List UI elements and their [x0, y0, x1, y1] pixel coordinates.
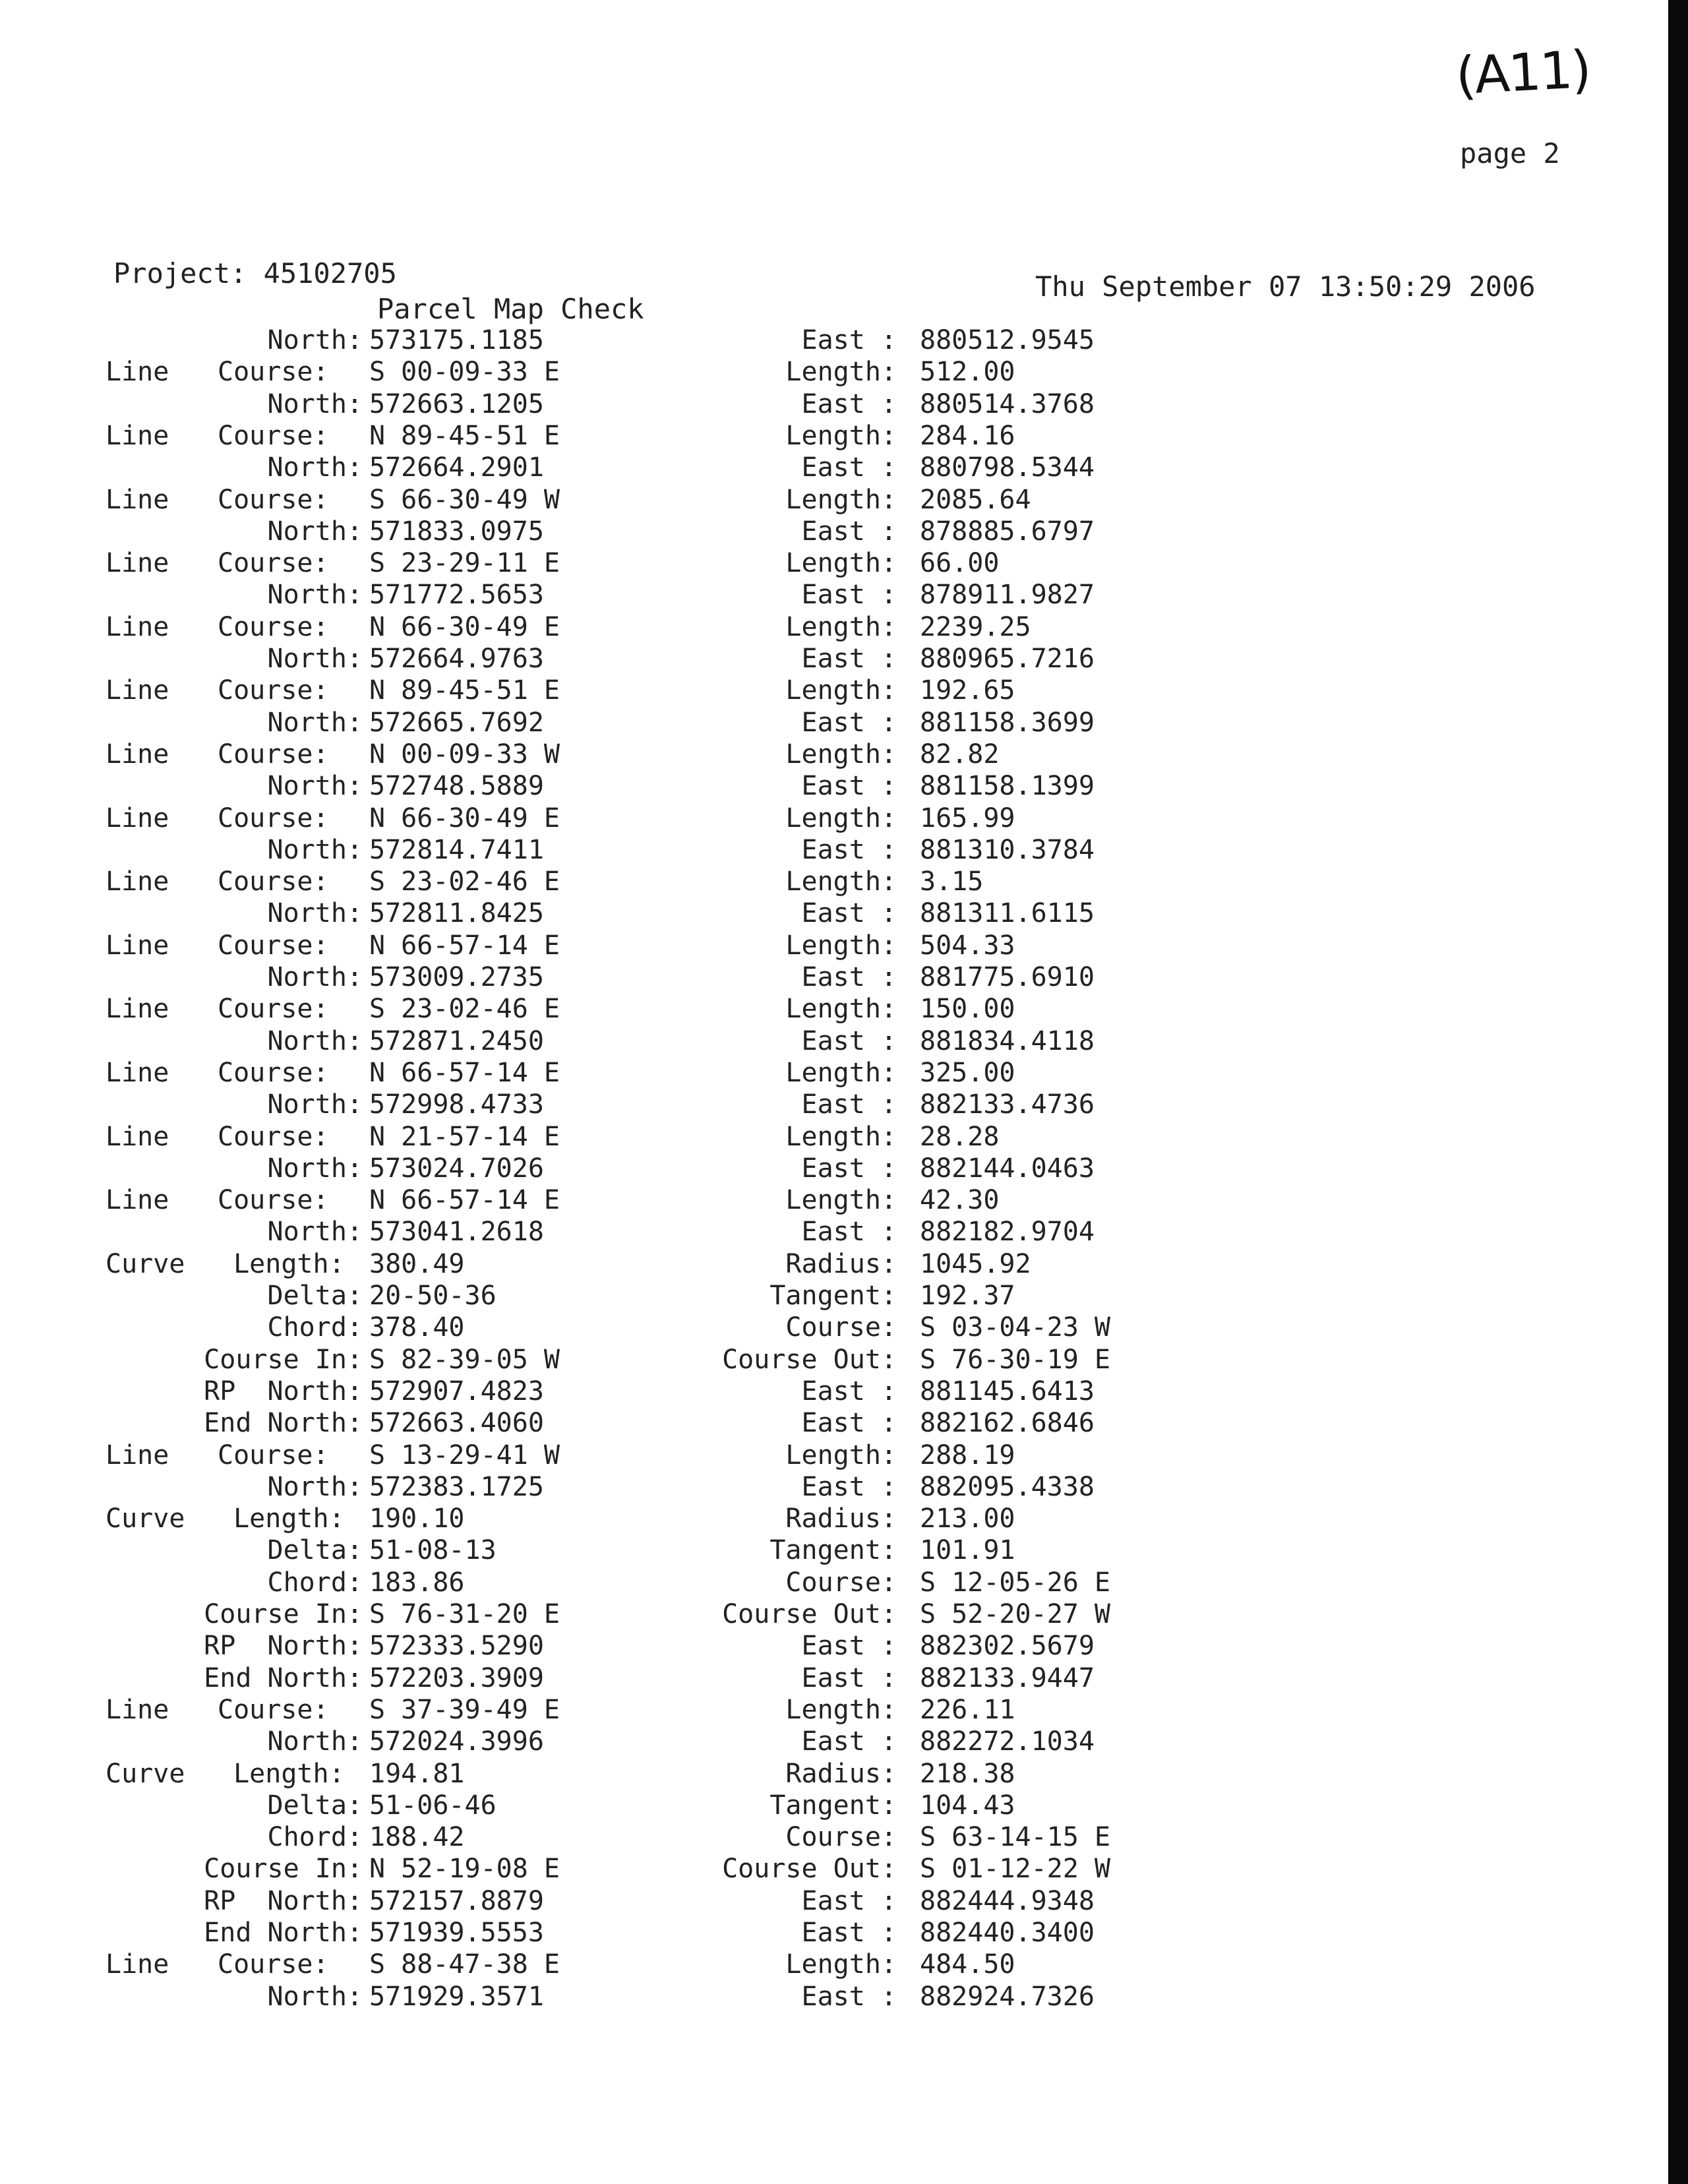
record-row-line — [0, 1440, 1319, 1471]
chord-course-value: S 63-14-15 E — [920, 1822, 1110, 1853]
length-label: Length: — [785, 357, 897, 388]
chord-value: 188.42 — [369, 1822, 465, 1853]
radius-label: Radius: — [785, 1758, 897, 1789]
east-value: 878911.9827 — [920, 580, 1095, 611]
course-value: N 66-57-14 E — [369, 1057, 560, 1088]
report-timestamp: Thu September 07 13:50:29 2006 — [1035, 270, 1536, 303]
course-out-value: S 01-12-22 W — [920, 1854, 1110, 1885]
north-label: North: — [188, 388, 363, 419]
course-out-value: S 76-30-19 E — [920, 1344, 1110, 1375]
chord-course-label: Course: — [785, 1312, 897, 1343]
curve-length-value: 380.49 — [369, 1248, 465, 1279]
record-row-point — [0, 834, 1319, 866]
north-label: North: — [188, 898, 363, 929]
delta-label: Delta: — [188, 1281, 363, 1311]
east-label: East : — [801, 580, 897, 611]
north-label: North: — [188, 771, 363, 802]
length-label: Length: — [785, 866, 897, 897]
east-label: East : — [801, 1726, 897, 1757]
line-type-label: Line — [106, 1694, 169, 1725]
curve-length-label: Length: — [218, 1758, 345, 1789]
end-north-value: 572203.3909 — [369, 1662, 544, 1693]
north-label: North: — [188, 580, 363, 611]
east-label: East : — [801, 1217, 897, 1248]
course-value: S 23-02-46 E — [369, 866, 560, 897]
east-label: East : — [801, 516, 897, 547]
record-row-point — [0, 516, 1319, 547]
tangent-label: Tangent: — [769, 1281, 897, 1311]
record-row-line — [0, 739, 1319, 770]
east-value: 881834.4118 — [920, 1025, 1095, 1056]
north-label: North: — [188, 707, 363, 738]
record-row-curve — [0, 1758, 1319, 1790]
rp-north-value: 572157.8879 — [369, 1885, 544, 1916]
east-label: East : — [801, 1089, 897, 1120]
course-label: Course: — [218, 611, 329, 642]
east-label: East : — [801, 1153, 897, 1184]
length-value: 284.16 — [920, 420, 1015, 451]
east-value: 882182.9704 — [920, 1217, 1095, 1248]
end-east-value: 882162.6846 — [920, 1408, 1095, 1439]
record-row-line — [0, 1184, 1319, 1216]
record-row-point — [0, 1726, 1319, 1757]
course-value: S 13-29-41 W — [369, 1440, 560, 1471]
delta-value: 51-08-13 — [369, 1535, 497, 1566]
course-value: S 88-47-38 E — [369, 1949, 560, 1980]
east-label: East : — [801, 834, 897, 865]
record-row-line — [0, 993, 1319, 1025]
course-label: Course: — [218, 930, 329, 961]
north-value: 571833.0975 — [369, 516, 544, 547]
record-row-point — [0, 324, 1319, 356]
course-value: N 00-09-33 W — [369, 739, 560, 770]
length-label: Length: — [785, 548, 897, 579]
record-row-point — [0, 388, 1319, 420]
curve-length-value: 190.10 — [369, 1503, 465, 1534]
chord-course-value: S 12-05-26 E — [920, 1567, 1110, 1598]
north-value: 573175.1185 — [369, 325, 544, 355]
course-label: Course: — [218, 357, 329, 388]
line-type-label: Line — [106, 420, 169, 451]
line-type-label: Line — [106, 994, 169, 1025]
chord-course-label: Course: — [785, 1567, 897, 1598]
course-value: N 21-57-14 E — [369, 1121, 560, 1152]
end-north-value: 572663.4060 — [369, 1408, 544, 1439]
line-type-label: Line — [106, 739, 169, 770]
course-value: N 66-30-49 E — [369, 611, 560, 642]
length-value: 165.99 — [920, 803, 1015, 834]
east-label: East : — [801, 771, 897, 802]
north-value: 572998.4733 — [369, 1089, 544, 1120]
length-value: 512.00 — [920, 357, 1015, 388]
delta-value: 51-06-46 — [369, 1790, 497, 1821]
rp-north-label: RP North: — [204, 1631, 363, 1662]
end-north-label: End North: — [204, 1408, 363, 1439]
line-type-label: Line — [106, 484, 169, 515]
line-type-label: Line — [106, 1440, 169, 1471]
radius-value: 1045.92 — [920, 1248, 1031, 1279]
length-label: Length: — [785, 930, 897, 961]
rp-east-label: East : — [801, 1885, 897, 1916]
north-value: 571772.5653 — [369, 580, 544, 611]
length-value: 150.00 — [920, 994, 1015, 1025]
record-row-line — [0, 675, 1319, 706]
tangent-value: 104.43 — [920, 1790, 1015, 1821]
record-row-courseinout — [0, 1598, 1319, 1630]
chord-course-label: Course: — [785, 1822, 897, 1853]
tangent-label: Tangent: — [769, 1535, 897, 1566]
north-value: 572814.7411 — [369, 834, 544, 865]
course-in-value: N 52-19-08 E — [369, 1854, 560, 1885]
rp-east-value: 881145.6413 — [920, 1376, 1095, 1407]
length-label: Length: — [785, 611, 897, 642]
delta-label: Delta: — [188, 1535, 363, 1566]
course-value: S 23-02-46 E — [369, 994, 560, 1025]
north-label: North: — [188, 1217, 363, 1248]
north-label: North: — [188, 1471, 363, 1502]
length-label: Length: — [785, 484, 897, 515]
project-label: Project: 45102705 — [113, 257, 397, 289]
north-value: 572871.2450 — [369, 1025, 544, 1056]
tangent-value: 192.37 — [920, 1281, 1015, 1311]
east-value: 882924.7326 — [920, 1981, 1095, 2012]
chord-course-value: S 03-04-23 W — [920, 1312, 1110, 1343]
delta-label: Delta: — [188, 1790, 363, 1821]
length-value: 192.65 — [920, 675, 1015, 706]
course-label: Course: — [218, 1694, 329, 1725]
record-row-line — [0, 611, 1319, 643]
course-out-label: Course Out: — [722, 1599, 897, 1629]
record-row-point — [0, 1471, 1319, 1503]
record-row-point — [0, 579, 1319, 611]
course-label: Course: — [218, 1440, 329, 1471]
course-value: N 66-30-49 E — [369, 803, 560, 834]
east-label: East : — [801, 1981, 897, 2012]
chord-value: 378.40 — [369, 1312, 465, 1343]
record-row-point — [0, 707, 1319, 739]
north-value: 571929.3571 — [369, 1981, 544, 2012]
length-label: Length: — [785, 675, 897, 706]
record-row-end — [0, 1662, 1319, 1694]
length-value: 66.00 — [920, 548, 1000, 579]
length-value: 288.19 — [920, 1440, 1015, 1471]
record-row-point — [0, 643, 1319, 675]
north-label: North: — [188, 644, 363, 674]
north-label: North: — [188, 1025, 363, 1056]
east-label: East : — [801, 325, 897, 355]
record-row-line — [0, 420, 1319, 452]
north-value: 573024.7026 — [369, 1153, 544, 1184]
east-value: 881158.1399 — [920, 771, 1095, 802]
end-north-label: End North: — [204, 1918, 363, 1948]
record-row-point — [0, 452, 1319, 483]
course-value: S 23-29-11 E — [369, 548, 560, 579]
north-value: 572811.8425 — [369, 898, 544, 929]
rp-east-label: East : — [801, 1376, 897, 1407]
course-value: N 89-45-51 E — [369, 675, 560, 706]
north-label: North: — [188, 1153, 363, 1184]
course-label: Course: — [218, 1057, 329, 1088]
north-value: 572664.2901 — [369, 452, 544, 483]
page-number-label: page 2 — [1460, 137, 1560, 169]
tangent-label: Tangent: — [769, 1790, 897, 1821]
north-value: 572383.1725 — [369, 1471, 544, 1502]
handwritten-annotation: (A11) — [1454, 40, 1592, 107]
record-row-chord — [0, 1567, 1319, 1598]
length-label: Length: — [785, 1694, 897, 1725]
record-row-point — [0, 897, 1319, 929]
east-value: 880965.7216 — [920, 644, 1095, 674]
record-row-delta — [0, 1790, 1319, 1821]
east-value: 881311.6115 — [920, 898, 1095, 929]
record-row-point — [0, 1089, 1319, 1120]
record-row-chord — [0, 1821, 1319, 1853]
course-label: Course: — [218, 803, 329, 834]
length-label: Length: — [785, 1949, 897, 1980]
end-north-value: 571939.5553 — [369, 1918, 544, 1948]
course-in-label: Course In: — [204, 1344, 363, 1375]
record-row-curve — [0, 1248, 1319, 1280]
record-row-delta — [0, 1534, 1319, 1566]
length-label: Length: — [785, 1185, 897, 1216]
delta-value: 20-50-36 — [369, 1281, 497, 1311]
course-value: N 89-45-51 E — [369, 420, 560, 451]
course-label: Course: — [218, 739, 329, 770]
record-row-line — [0, 1121, 1319, 1153]
record-row-line — [0, 930, 1319, 961]
record-row-line — [0, 547, 1319, 579]
length-label: Length: — [785, 803, 897, 834]
record-row-line — [0, 866, 1319, 897]
course-label: Course: — [218, 484, 329, 515]
record-row-curve — [0, 1503, 1319, 1534]
record-row-courseinout — [0, 1853, 1319, 1885]
record-row-rp — [0, 1885, 1319, 1917]
course-out-value: S 52-20-27 W — [920, 1599, 1110, 1629]
course-value: S 66-30-49 W — [369, 484, 560, 515]
east-label: East : — [801, 1471, 897, 1502]
record-row-line — [0, 1694, 1319, 1726]
course-label: Course: — [218, 994, 329, 1025]
north-value: 572748.5889 — [369, 771, 544, 802]
rp-east-value: 882302.5679 — [920, 1631, 1095, 1662]
curve-type-label: Curve — [106, 1758, 185, 1789]
east-value: 881158.3699 — [920, 707, 1095, 738]
record-row-rp — [0, 1630, 1319, 1662]
course-value: N 66-57-14 E — [369, 1185, 560, 1216]
record-row-end — [0, 1917, 1319, 1949]
course-in-value: S 76-31-20 E — [369, 1599, 560, 1629]
rp-north-value: 572333.5290 — [369, 1631, 544, 1662]
course-value: S 37-39-49 E — [369, 1694, 560, 1725]
radius-label: Radius: — [785, 1503, 897, 1534]
north-label: North: — [188, 834, 363, 865]
north-label: North: — [188, 1726, 363, 1757]
north-value: 572663.1205 — [369, 388, 544, 419]
north-value: 573009.2735 — [369, 962, 544, 992]
north-value: 572665.7692 — [369, 707, 544, 738]
curve-length-value: 194.81 — [369, 1758, 465, 1789]
east-value: 882095.4338 — [920, 1471, 1095, 1502]
end-east-label: East : — [801, 1918, 897, 1948]
record-row-courseinout — [0, 1344, 1319, 1376]
course-value: N 66-57-14 E — [369, 930, 560, 961]
chord-value: 183.86 — [369, 1567, 465, 1598]
line-type-label: Line — [106, 930, 169, 961]
curve-type-label: Curve — [106, 1503, 185, 1534]
course-out-label: Course Out: — [722, 1344, 897, 1375]
length-label: Length: — [785, 1440, 897, 1471]
length-label: Length: — [785, 994, 897, 1025]
record-row-delta — [0, 1280, 1319, 1312]
east-value: 878885.6797 — [920, 516, 1095, 547]
east-value: 881310.3784 — [920, 834, 1095, 865]
east-value: 882133.4736 — [920, 1089, 1095, 1120]
radius-label: Radius: — [785, 1248, 897, 1279]
course-in-label: Course In: — [204, 1599, 363, 1629]
record-row-rp — [0, 1376, 1319, 1407]
length-label: Length: — [785, 739, 897, 770]
north-label: North: — [188, 1981, 363, 2012]
radius-value: 218.38 — [920, 1758, 1015, 1789]
record-row-line — [0, 1057, 1319, 1089]
east-label: East : — [801, 452, 897, 483]
east-label: East : — [801, 707, 897, 738]
scan-edge-border — [1668, 0, 1688, 2184]
rp-north-value: 572907.4823 — [369, 1376, 544, 1407]
course-label: Course: — [218, 866, 329, 897]
chord-label: Chord: — [188, 1822, 363, 1853]
tangent-value: 101.91 — [920, 1535, 1015, 1566]
curve-length-label: Length: — [218, 1248, 345, 1279]
record-row-point — [0, 961, 1319, 993]
rp-north-label: RP North: — [204, 1376, 363, 1407]
record-row-point — [0, 1153, 1319, 1184]
course-value: S 00-09-33 E — [369, 357, 560, 388]
line-type-label: Line — [106, 1057, 169, 1088]
rp-east-value: 882444.9348 — [920, 1885, 1095, 1916]
report-title: Parcel Map Check — [377, 293, 644, 325]
east-label: East : — [801, 1025, 897, 1056]
length-value: 3.15 — [920, 866, 984, 897]
record-row-point — [0, 1981, 1319, 2013]
line-type-label: Line — [106, 357, 169, 388]
record-row-line — [0, 1949, 1319, 1980]
length-value: 2085.64 — [920, 484, 1031, 515]
length-value: 504.33 — [920, 930, 1015, 961]
record-row-end — [0, 1407, 1319, 1439]
line-type-label: Line — [106, 1121, 169, 1152]
end-east-label: East : — [801, 1662, 897, 1693]
end-east-value: 882440.3400 — [920, 1918, 1095, 1948]
record-row-point — [0, 1216, 1319, 1248]
course-label: Course: — [218, 1949, 329, 1980]
course-in-label: Course In: — [204, 1854, 363, 1885]
course-in-value: S 82-39-05 W — [369, 1344, 560, 1375]
record-row-line — [0, 484, 1319, 516]
course-out-label: Course Out: — [722, 1854, 897, 1885]
record-row-chord — [0, 1312, 1319, 1343]
course-label: Course: — [218, 420, 329, 451]
record-row-point — [0, 770, 1319, 802]
course-label: Course: — [218, 1185, 329, 1216]
course-label: Course: — [218, 548, 329, 579]
line-type-label: Line — [106, 675, 169, 706]
east-value: 880512.9545 — [920, 325, 1095, 355]
length-label: Length: — [785, 1121, 897, 1152]
course-label: Course: — [218, 675, 329, 706]
end-east-label: East : — [801, 1408, 897, 1439]
length-value: 42.30 — [920, 1185, 1000, 1216]
chord-label: Chord: — [188, 1567, 363, 1598]
chord-label: Chord: — [188, 1312, 363, 1343]
record-row-point — [0, 1025, 1319, 1057]
east-value: 882144.0463 — [920, 1153, 1095, 1184]
record-row-line — [0, 803, 1319, 834]
curve-type-label: Curve — [106, 1248, 185, 1279]
rp-east-label: East : — [801, 1631, 897, 1662]
curve-length-label: Length: — [218, 1503, 345, 1534]
east-value: 880798.5344 — [920, 452, 1095, 483]
rp-north-label: RP North: — [204, 1885, 363, 1916]
east-label: East : — [801, 388, 897, 419]
north-label: North: — [188, 1089, 363, 1120]
line-type-label: Line — [106, 803, 169, 834]
end-north-label: End North: — [204, 1662, 363, 1693]
line-type-label: Line — [106, 1185, 169, 1216]
line-type-label: Line — [106, 866, 169, 897]
length-value: 484.50 — [920, 1949, 1015, 1980]
length-label: Length: — [785, 420, 897, 451]
east-label: East : — [801, 898, 897, 929]
line-type-label: Line — [106, 1949, 169, 1980]
north-value: 573041.2618 — [369, 1217, 544, 1248]
north-label: North: — [188, 516, 363, 547]
north-label: North: — [188, 452, 363, 483]
length-value: 2239.25 — [920, 611, 1031, 642]
north-label: North: — [188, 325, 363, 355]
north-value: 572664.9763 — [369, 644, 544, 674]
line-type-label: Line — [106, 548, 169, 579]
north-label: North: — [188, 962, 363, 992]
length-label: Length: — [785, 1057, 897, 1088]
line-type-label: Line — [106, 611, 169, 642]
length-value: 28.28 — [920, 1121, 1000, 1152]
east-label: East : — [801, 644, 897, 674]
length-value: 226.11 — [920, 1694, 1015, 1725]
record-row-line — [0, 356, 1319, 388]
north-value: 572024.3996 — [369, 1726, 544, 1757]
east-value: 880514.3768 — [920, 388, 1095, 419]
course-label: Course: — [218, 1121, 329, 1152]
end-east-value: 882133.9447 — [920, 1662, 1095, 1693]
length-value: 82.82 — [920, 739, 1000, 770]
radius-value: 213.00 — [920, 1503, 1015, 1534]
east-value: 881775.6910 — [920, 962, 1095, 992]
east-value: 882272.1034 — [920, 1726, 1095, 1757]
east-label: East : — [801, 962, 897, 992]
length-value: 325.00 — [920, 1057, 1015, 1088]
